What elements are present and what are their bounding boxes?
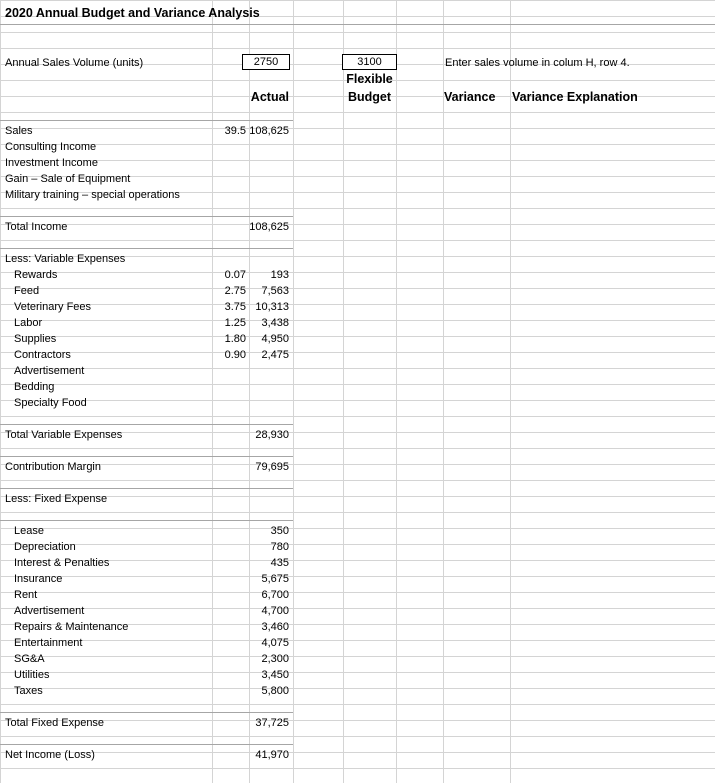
row-gridline bbox=[0, 448, 715, 449]
income-label: Investment Income bbox=[5, 157, 98, 169]
fixed-expense-label: Lease bbox=[14, 525, 44, 537]
income-label: Gain – Sale of Equipment bbox=[5, 173, 131, 185]
row-gridline bbox=[0, 656, 715, 657]
section-separator bbox=[0, 744, 293, 745]
variable-expense-actual: 7,563 bbox=[261, 285, 289, 297]
variance-header: Variance bbox=[444, 90, 496, 104]
row-gridline bbox=[0, 608, 715, 609]
row-gridline bbox=[0, 288, 715, 289]
fixed-expense-actual: 3,460 bbox=[261, 621, 289, 633]
variable-expense-rate: 2.75 bbox=[224, 285, 246, 297]
fixed-expense-header: Less: Fixed Expense bbox=[5, 493, 108, 505]
contribution-margin-actual: 79,695 bbox=[255, 461, 289, 473]
column-gridline bbox=[510, 0, 511, 783]
title-underline bbox=[0, 24, 715, 25]
fixed-expense-label: Advertisement bbox=[14, 605, 85, 617]
section-separator bbox=[0, 488, 293, 489]
variable-expense-rate: 1.80 bbox=[224, 333, 246, 345]
total-variable-actual: 28,930 bbox=[255, 429, 289, 441]
row-gridline bbox=[0, 208, 715, 209]
fixed-expense-label: Taxes bbox=[14, 685, 43, 697]
row-gridline bbox=[0, 592, 715, 593]
row-gridline bbox=[0, 32, 715, 33]
row-gridline bbox=[0, 416, 715, 417]
variable-expense-label: Rewards bbox=[14, 269, 58, 281]
budget-header: Budget bbox=[347, 90, 392, 104]
income-actual: 108,625 bbox=[249, 125, 289, 137]
variable-expense-rate: 0.07 bbox=[224, 269, 246, 281]
fixed-expense-label: Depreciation bbox=[14, 541, 76, 553]
row-gridline bbox=[0, 224, 715, 225]
column-gridline bbox=[343, 0, 344, 783]
column-gridline bbox=[0, 0, 1, 783]
row-gridline bbox=[0, 160, 715, 161]
contribution-margin-label: Contribution Margin bbox=[5, 461, 101, 473]
variable-expense-label: Contractors bbox=[14, 349, 71, 361]
column-gridline bbox=[293, 0, 294, 783]
row-gridline bbox=[0, 144, 715, 145]
column-gridline bbox=[443, 0, 444, 783]
total-income-actual: 108,625 bbox=[249, 221, 289, 233]
row-gridline bbox=[0, 384, 715, 385]
variable-expense-rate: 0.90 bbox=[224, 349, 246, 361]
variable-expense-label: Advertisement bbox=[14, 365, 85, 377]
row-gridline bbox=[0, 368, 715, 369]
variable-expenses-header: Less: Variable Expenses bbox=[5, 253, 126, 265]
variable-expense-label: Specialty Food bbox=[14, 397, 87, 409]
row-gridline bbox=[0, 528, 715, 529]
fixed-expense-actual: 4,700 bbox=[261, 605, 289, 617]
row-gridline bbox=[0, 544, 715, 545]
actual-volume-input[interactable] bbox=[242, 54, 290, 70]
total-income-label: Total Income bbox=[5, 221, 68, 233]
sales-volume-label: Annual Sales Volume (units) bbox=[5, 57, 144, 69]
variable-expense-actual: 193 bbox=[270, 269, 289, 281]
flexible-volume-input[interactable] bbox=[342, 54, 397, 70]
net-income-actual: 41,970 bbox=[255, 749, 289, 761]
total-variable-label: Total Variable Expenses bbox=[5, 429, 123, 441]
row-gridline bbox=[0, 400, 715, 401]
fixed-expense-label: Repairs & Maintenance bbox=[14, 621, 129, 633]
section-separator bbox=[0, 520, 293, 521]
section-separator bbox=[0, 456, 293, 457]
row-gridline bbox=[0, 496, 715, 497]
row-gridline bbox=[0, 688, 715, 689]
section-separator bbox=[0, 120, 293, 121]
variable-expense-label: Labor bbox=[14, 317, 43, 329]
total-fixed-label: Total Fixed Expense bbox=[5, 717, 105, 729]
variable-expense-label: Veterinary Fees bbox=[14, 301, 92, 313]
net-income-label: Net Income (Loss) bbox=[5, 749, 95, 761]
actual-header: Actual bbox=[250, 90, 289, 104]
variable-expense-actual: 3,438 bbox=[261, 317, 289, 329]
fixed-expense-actual: 5,800 bbox=[261, 685, 289, 697]
fixed-expense-actual: 4,075 bbox=[261, 637, 289, 649]
actual-volume-value: 2750 bbox=[253, 56, 279, 68]
income-label: Military training – special operations bbox=[5, 189, 180, 201]
row-gridline bbox=[0, 304, 715, 305]
row-gridline bbox=[0, 240, 715, 241]
variance-explanation-header: Variance Explanation bbox=[512, 90, 638, 104]
variable-expense-actual: 2,475 bbox=[261, 349, 289, 361]
flexible-volume-value: 3100 bbox=[357, 56, 382, 68]
row-gridline bbox=[0, 0, 715, 1]
fixed-expense-actual: 435 bbox=[270, 557, 289, 569]
row-gridline bbox=[0, 640, 715, 641]
section-separator bbox=[0, 712, 293, 713]
fixed-expense-actual: 6,700 bbox=[261, 589, 289, 601]
row-gridline bbox=[0, 112, 715, 113]
row-gridline bbox=[0, 672, 715, 673]
sales-volume-hint: Enter sales volume in colum H, row 4. bbox=[445, 57, 630, 69]
variable-expense-label: Supplies bbox=[14, 333, 57, 345]
row-gridline bbox=[0, 704, 715, 705]
fixed-expense-label: Interest & Penalties bbox=[14, 557, 110, 569]
flexible-header: Flexible bbox=[346, 72, 393, 86]
section-separator bbox=[0, 248, 293, 249]
section-separator bbox=[0, 424, 293, 425]
row-gridline bbox=[0, 720, 715, 721]
row-gridline bbox=[0, 48, 715, 49]
row-gridline bbox=[0, 768, 715, 769]
variable-expense-label: Bedding bbox=[14, 381, 55, 393]
row-gridline bbox=[0, 576, 715, 577]
row-gridline bbox=[0, 336, 715, 337]
total-fixed-actual: 37,725 bbox=[255, 717, 289, 729]
fixed-expense-actual: 780 bbox=[270, 541, 289, 553]
fixed-expense-actual: 3,450 bbox=[261, 669, 289, 681]
column-gridline bbox=[396, 0, 397, 783]
row-gridline bbox=[0, 320, 715, 321]
row-gridline bbox=[0, 752, 715, 753]
income-rate: 39.5 bbox=[224, 125, 246, 137]
row-gridline bbox=[0, 736, 715, 737]
fixed-expense-label: Utilities bbox=[14, 669, 50, 681]
income-label: Sales bbox=[5, 125, 33, 137]
fixed-expense-label: Rent bbox=[14, 589, 38, 601]
variable-expense-actual: 4,950 bbox=[261, 333, 289, 345]
income-label: Consulting Income bbox=[5, 141, 97, 153]
row-gridline bbox=[0, 464, 715, 465]
row-gridline bbox=[0, 352, 715, 353]
sheet-title: 2020 Annual Budget and Variance Analysis bbox=[5, 6, 260, 20]
fixed-expense-label: Entertainment bbox=[14, 637, 83, 649]
fixed-expense-label: SG&A bbox=[14, 653, 45, 665]
variable-expense-rate: 1.25 bbox=[224, 317, 246, 329]
variable-expense-rate: 3.75 bbox=[224, 301, 246, 313]
section-separator bbox=[0, 216, 293, 217]
fixed-expense-actual: 2,300 bbox=[261, 653, 289, 665]
variable-expense-label: Feed bbox=[14, 285, 40, 297]
fixed-expense-actual: 5,675 bbox=[261, 573, 289, 585]
row-gridline bbox=[0, 512, 715, 513]
column-gridline bbox=[212, 0, 213, 783]
row-gridline bbox=[0, 272, 715, 273]
variable-expense-actual: 10,313 bbox=[255, 301, 289, 313]
row-gridline bbox=[0, 128, 715, 129]
fixed-expense-label: Insurance bbox=[14, 573, 63, 585]
fixed-expense-actual: 350 bbox=[270, 525, 289, 537]
row-gridline bbox=[0, 480, 715, 481]
